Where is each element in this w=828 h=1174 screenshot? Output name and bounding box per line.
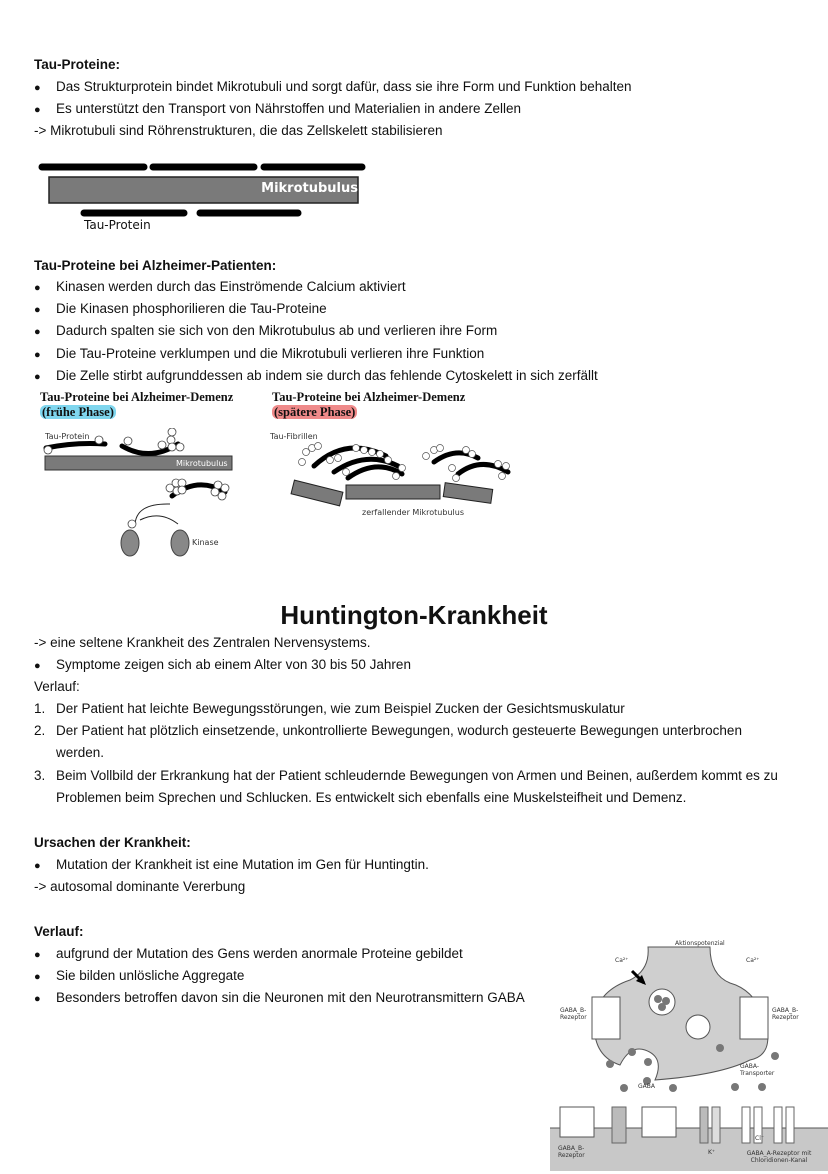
potassium-label: K⁺: [708, 1149, 716, 1156]
course2-heading: Verlauf:: [34, 924, 84, 939]
microtubule-diagram: [36, 160, 376, 235]
course-item: 2. Der Patient hat plötzlich einsetzende, unkontrollierte Bewegungen, wodurch gesteuerte Bewegungen unterbrochen: [34, 723, 742, 738]
late-phase-label: (spätere Phase): [274, 405, 356, 419]
kinase-label: Kinase: [192, 538, 219, 547]
bullet-icon: ●: [34, 371, 41, 383]
gaba-a-receptor-label: GABA_A-Rezeptor mit Chloridionen-Kanal: [746, 1150, 812, 1164]
bullet-icon: ●: [34, 949, 41, 961]
tau-protein-label: Tau-Protein: [45, 432, 90, 441]
calcium-label: Ca²⁺: [615, 957, 629, 964]
early-phase-diagram: [40, 428, 240, 563]
course-item: 3. Beim Vollbild der Erkrankung hat der Patient schleudernde Bewegungen von Armen und Beinen, außerdem kommt es zu: [34, 768, 778, 783]
broken-microtubule-label: zerfallender Mikrotubulus: [362, 508, 464, 517]
causes-heading: Ursachen der Krankheit:: [34, 835, 191, 850]
alzheimer-bullet: ● Dadurch spalten sie sich von den Mikrotubulus ab und verlieren ihre Form: [34, 322, 497, 341]
microtubule-label: Mikrotubulus: [176, 459, 228, 468]
course-item: 1. Der Patient hat leichte Bewegungsstörungen, wie zum Beispiel Zucken der Gesichtsmuskulatur: [34, 701, 625, 716]
early-phase-label: (frühe Phase): [42, 405, 114, 419]
page-title: Huntington-Krankheit: [280, 600, 548, 630]
causes-bullet: ● Mutation der Krankheit ist eine Mutation im Gen für Huntingtin.: [34, 856, 429, 875]
tau-bullet: ● Das Strukturprotein bindet Mikrotubuli und sorgt dafür, dass sie ihre Form und Funktion behalten: [34, 78, 632, 97]
tau-heading: Tau-Proteine:: [34, 57, 121, 72]
bullet-icon: ●: [34, 82, 41, 94]
tau-arrow-note: -> Mikrotubuli sind Röhrenstrukturen, die das Zellskelett stabilisieren: [34, 123, 443, 138]
chloride-label: Cl⁻: [755, 1135, 765, 1142]
bullet-icon: ●: [34, 993, 41, 1005]
alzheimer-bullet: ● Die Zelle stirbt aufgrunddessen ab indem sie durch das fehlende Cytoskelett in sich zerfällt: [34, 367, 598, 386]
gaba-transporter-label: GABA-Transporter: [740, 1063, 775, 1077]
early-phase-figure: [40, 390, 233, 420]
figure-title: Tau-Proteine bei Alzheimer-Demenz: [272, 390, 466, 404]
course-item-continued: werden.: [56, 745, 105, 760]
course-label: Verlauf:: [34, 679, 80, 694]
bullet-icon: ●: [34, 349, 41, 361]
course2-bullet: ● Besonders betroffen davon sin die Neuronen mit den Neurotransmittern GABA: [34, 989, 525, 1008]
bullet-icon: ●: [34, 860, 41, 872]
calcium-label: Ca²⁺: [746, 957, 760, 964]
alzheimer-heading: Tau-Proteine bei Alzheimer-Patienten:: [34, 258, 277, 273]
bullet-icon: ●: [34, 971, 41, 983]
bullet-icon: ●: [34, 326, 41, 338]
bullet-icon: ●: [34, 660, 41, 672]
course2-bullet: ● aufgrund der Mutation des Gens werden anormale Proteine gebildet: [34, 945, 463, 964]
alzheimer-bullet: ● Die Kinasen phosphorilieren die Tau-Proteine: [34, 300, 327, 319]
tau-fibrils-label: Tau-Fibrillen: [270, 432, 318, 441]
tau-bullet: ● Es unterstützt den Transport von Nährstoffen und Materialien in andere Zellen: [34, 100, 521, 119]
action-potential-label: Aktionspotenzial: [675, 940, 725, 947]
gaba-synapse-diagram: [550, 935, 828, 1171]
tau-protein-label: Tau-Protein: [84, 218, 151, 232]
gaba-b-post-label: GABA_B-Rezeptor: [558, 1145, 585, 1159]
microtubule-label: Mikrotubulus: [261, 181, 358, 196]
course2-bullet: ● Sie bilden unlösliche Aggregate: [34, 967, 244, 986]
alzheimer-bullet: ● Die Tau-Proteine verklumpen und die Mikrotubuli verlieren ihre Funktion: [34, 345, 484, 364]
alzheimer-bullet: ● Kinasen werden durch das Einströmende Calcium aktiviert: [34, 278, 406, 297]
gaba-b-receptor-label: GABA_B-Rezeptor: [772, 1007, 799, 1021]
late-phase-figure: [272, 390, 465, 420]
inheritance-note: -> autosomal dominante Vererbung: [34, 879, 246, 894]
bullet-icon: ●: [34, 282, 41, 294]
bullet-icon: ●: [34, 304, 41, 316]
late-phase-diagram: [266, 428, 516, 523]
gaba-b-receptor-label: GABA_B-Rezeptor: [560, 1007, 587, 1021]
gaba-label: GABA: [638, 1083, 655, 1090]
figure-title: Tau-Proteine bei Alzheimer-Demenz: [40, 390, 234, 404]
symptom-bullet: ● Symptome zeigen sich ab einem Alter von 30 bis 50 Jahren: [34, 656, 411, 675]
huntington-intro: -> eine seltene Krankheit des Zentralen Nervensystems.: [34, 635, 371, 650]
bullet-icon: ●: [34, 104, 41, 116]
course-item-continued: Problemen beim Sprechen und Schlucken. Es entwickelt sich ebenfalls eine Muskelsteifheit und Demenz.: [56, 790, 687, 805]
